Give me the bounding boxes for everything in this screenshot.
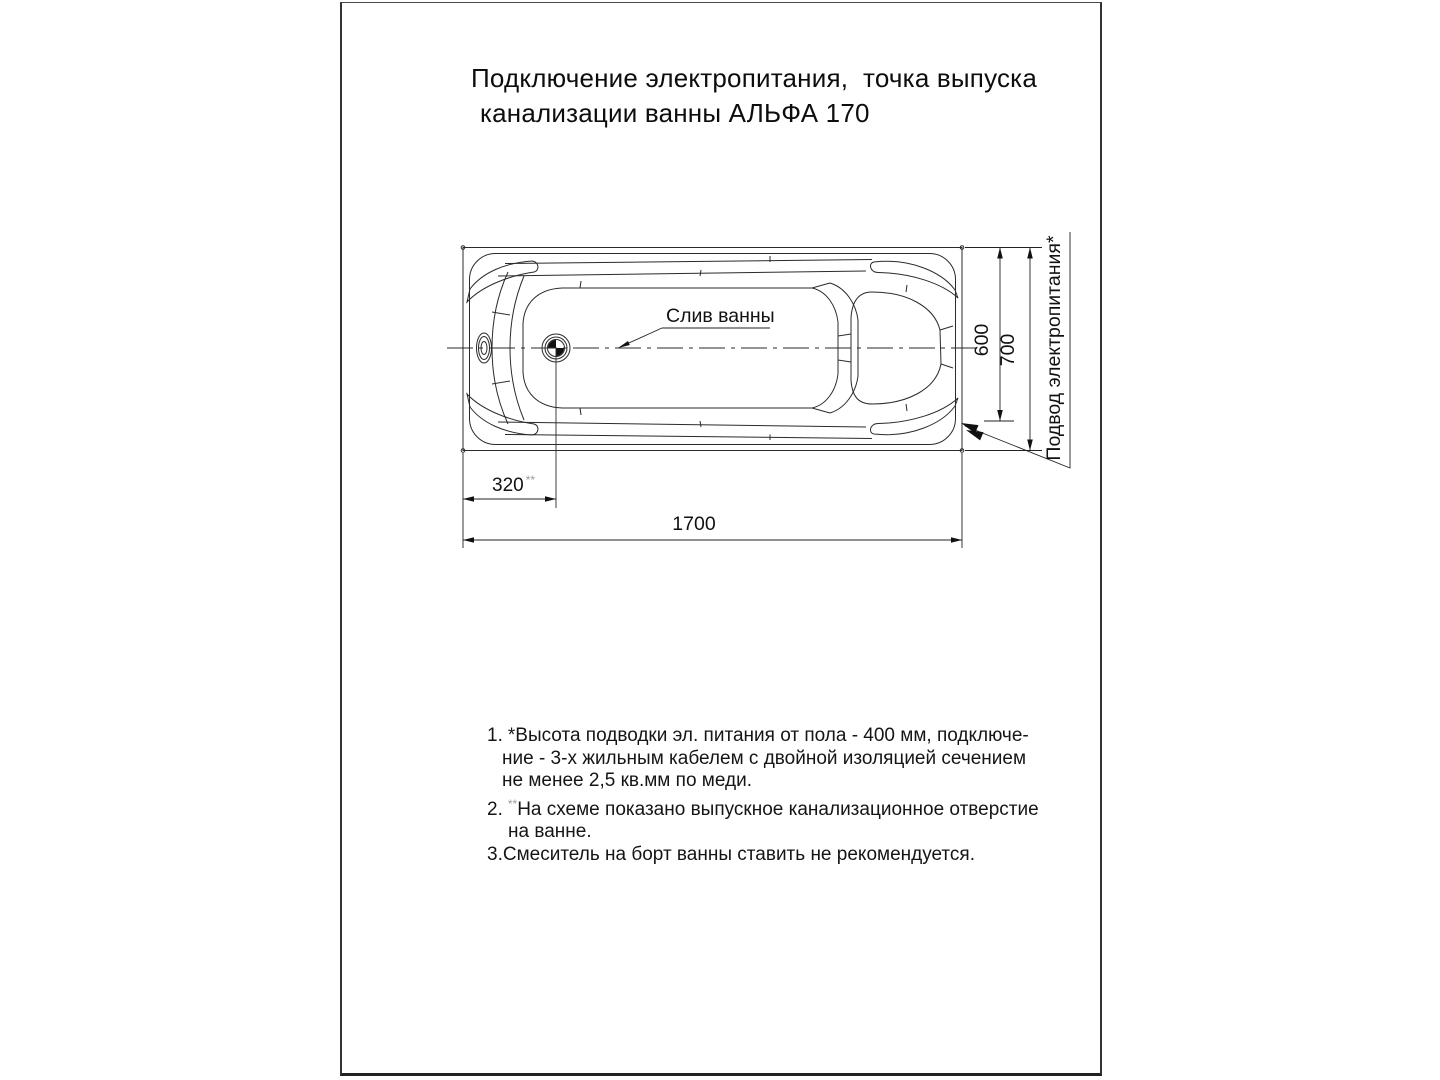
dim-700-text: 700 (997, 333, 1019, 367)
note-3-number: 3. (487, 843, 503, 865)
note-1-marker: * (507, 725, 516, 746)
note-2-marker: ** (507, 796, 518, 811)
note-3-text: Смеситель на борт ванны ставить не рекомендуется. (502, 843, 975, 865)
bathtub-outline (461, 246, 964, 453)
page-title-line-2: канализации ванны АЛЬФА 170 (480, 98, 870, 128)
drain-leader-arrow (618, 341, 630, 348)
note-3-line-1 (487, 844, 1047, 867)
power-supply-label: Подвод электропитания* (1043, 235, 1065, 461)
note-2-line-1 (487, 793, 1047, 822)
drain-label: Слив ванны (666, 305, 775, 327)
page-title-line-1: Подключение электропитания, точка выпуска (471, 63, 1037, 93)
dim-1700-text: 1700 (672, 513, 716, 535)
note-1-number: 1. (487, 725, 503, 746)
note-2-line-2: на ванне. (508, 821, 592, 842)
tub-outer-rect (463, 248, 962, 451)
note-1-line-1 (487, 725, 1047, 748)
dimension-lines (463, 232, 1070, 548)
power-pointer-arrow (966, 430, 984, 440)
dim-320-note-marker: ** (525, 473, 536, 487)
notes-block (487, 725, 1047, 866)
note-1-line-3: не менее 2,5 кв.мм по меди. (502, 770, 752, 791)
note-2-text: На схеме показано выпускное канализационное отверстие (517, 798, 1039, 820)
note-2-number: 2. (487, 798, 503, 820)
note-1-text: Высота подводки эл. питания от пола - 400 мм, подключе- (515, 725, 1029, 746)
dim-600-text: 600 (971, 323, 993, 357)
dimension-arrowheads (463, 248, 1033, 543)
dim-320-text: 320 ** (492, 473, 536, 496)
note-1-line-2: ние - 3-х жильным кабелем с двойной изоляцией сечением (502, 747, 1027, 769)
